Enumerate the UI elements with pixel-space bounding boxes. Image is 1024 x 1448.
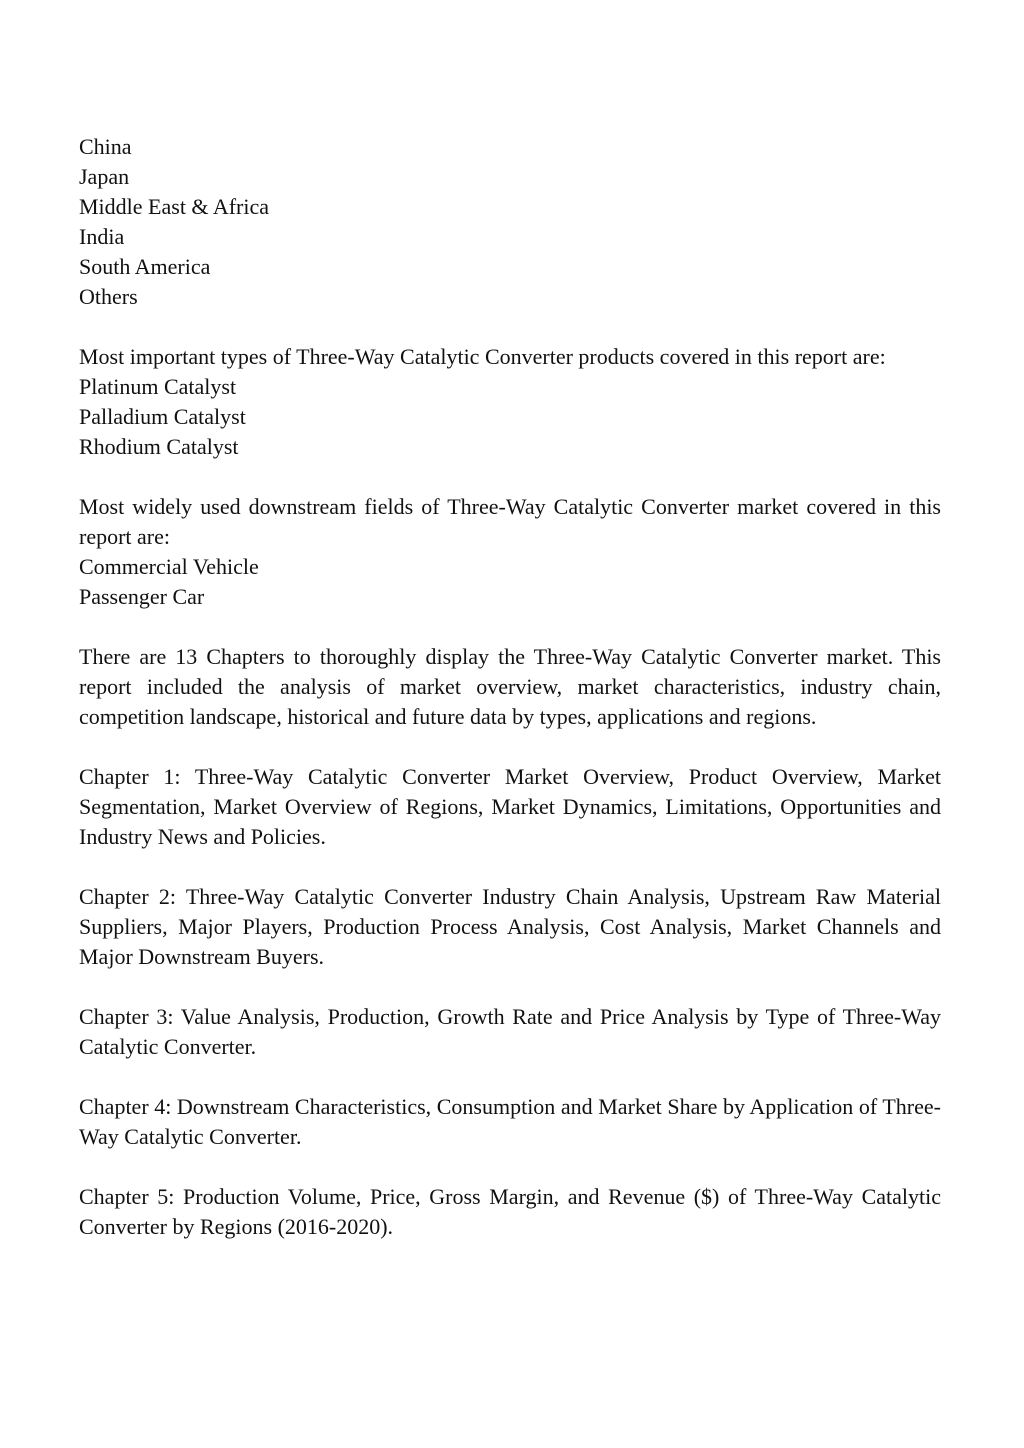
list-item: China — [79, 134, 132, 159]
types-section — [79, 342, 941, 462]
regions-list — [79, 132, 941, 312]
chapter-4-paragraph: Chapter 4: Downstream Characteristics, Consumption and Market Share by Application of Three-Way Catalytic Converter. — [79, 1094, 941, 1149]
chapter-3-paragraph: Chapter 3: Value Analysis, Production, Growth Rate and Price Analysis by Type of Three-Way Catalytic Converter. — [79, 1004, 941, 1059]
applications-list — [79, 552, 941, 612]
list-item: Palladium Catalyst — [79, 404, 246, 429]
chapter-5-paragraph: Chapter 5: Production Volume, Price, Gross Margin, and Revenue ($) of Three-Way Catalytic Converter by Regions (2016-2020). — [79, 1184, 941, 1239]
document-page — [79, 132, 941, 1272]
chapter-1-paragraph: Chapter 1: Three-Way Catalytic Converter Market Overview, Product Overview, Market Segmentation, Market Overview of Regions, Market Dynamics, Limitations, Opportunities and Industry News and Policies. — [79, 764, 941, 849]
list-item: Japan — [79, 164, 130, 189]
applications-heading: Most widely used downstream fields of Three-Way Catalytic Converter market covered in this report are: — [79, 494, 941, 549]
list-item: Rhodium Catalyst — [79, 434, 239, 459]
list-item: Passenger Car — [79, 584, 205, 609]
chapters-intro-paragraph: There are 13 Chapters to thoroughly display the Three-Way Catalytic Converter market. This report included the analysis of market overview, market characteristics, industry chain, competition landscape, historical and future data by types, applications and regions. — [79, 644, 941, 729]
applications-section — [79, 492, 941, 612]
types-heading: Most important types of Three-Way Catalytic Converter products covered in this report are: — [79, 344, 886, 369]
list-item: Others — [79, 284, 138, 309]
list-item: South America — [79, 254, 211, 279]
chapter-2-paragraph: Chapter 2: Three-Way Catalytic Converter Industry Chain Analysis, Upstream Raw Material Suppliers, Major Players, Production Process Analysis, Cost Analysis, Market Channels and Major Downstream Buyers. — [79, 884, 941, 969]
list-item: Commercial Vehicle — [79, 554, 259, 579]
list-item: Platinum Catalyst — [79, 374, 237, 399]
list-item: Middle East & Africa — [79, 194, 270, 219]
types-list — [79, 372, 941, 462]
list-item: India — [79, 224, 125, 249]
